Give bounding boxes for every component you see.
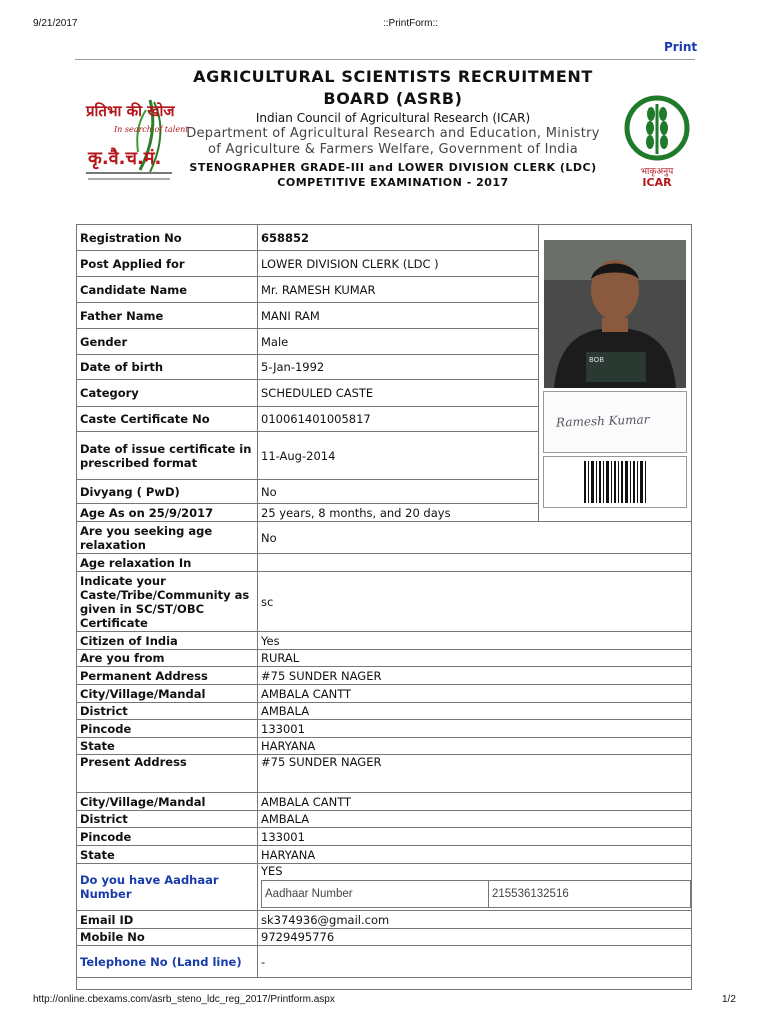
permanent-state-value: HARYANA <box>258 738 692 755</box>
barcode <box>543 456 687 508</box>
table-row <box>77 911 692 929</box>
footer-url: http://online.cbexams.com/asrb_steno_ldc_reg_2017/Printform.aspx <box>33 994 335 1005</box>
age-relaxation-value: No <box>258 522 692 554</box>
registration-no-value: 658852 <box>258 225 539 251</box>
continuation-row <box>77 978 692 990</box>
svg-text:कृ.वै.च.मं.: कृ.वै.च.मं. <box>88 148 162 169</box>
citizen-value: Yes <box>258 632 692 650</box>
table-row <box>77 828 692 846</box>
print-link[interactable]: Print <box>664 40 698 54</box>
signature-text: Ramesh Kumar <box>555 411 650 430</box>
present-city-label: City/Village/Mandal <box>77 793 258 811</box>
present-district-value: AMBALA <box>258 811 692 828</box>
email-label: Email ID <box>77 911 258 929</box>
present-address-label: Present Address <box>77 755 258 793</box>
caste-cert-value: 010061401005817 <box>258 407 539 432</box>
age-relaxation-label: Are you seeking age relaxation <box>77 522 258 554</box>
area-label: Are you from <box>77 650 258 667</box>
candidate-photo <box>544 240 686 388</box>
father-name-value: MANI RAM <box>258 303 539 329</box>
permanent-address-value: #75 SUNDER NAGER <box>258 667 692 685</box>
table-row <box>77 632 692 650</box>
aadhaar-label: Do you have Aadhaar Number <box>77 864 258 911</box>
present-state-label: State <box>77 846 258 864</box>
media-column <box>539 225 692 522</box>
table-row <box>77 225 692 251</box>
table-row <box>77 572 692 632</box>
svg-text:भाकृअनुप: भाकृअनुप <box>640 167 674 177</box>
permanent-pincode-value: 133001 <box>258 720 692 738</box>
category-value: SCHEDULED CASTE <box>258 380 539 407</box>
present-pincode-value: 133001 <box>258 828 692 846</box>
table-row <box>77 946 692 978</box>
asrb-logo <box>80 92 189 188</box>
community-label: Indicate your Caste/Tribe/Community as given in SC/ST/OBC Certificate <box>77 572 258 632</box>
icar-line: Indian Council of Agricultural Research (ICAR) <box>255 111 531 125</box>
permanent-district-label: District <box>77 703 258 720</box>
aadhaar-cell <box>258 864 692 911</box>
table-row <box>77 846 692 864</box>
table-row <box>77 811 692 828</box>
permanent-pincode-label: Pincode <box>77 720 258 738</box>
table-row <box>77 978 692 990</box>
table-row <box>262 881 691 908</box>
post-label: Post Applied for <box>77 251 258 277</box>
icar-logo <box>620 90 694 190</box>
post-value: LOWER DIVISION CLERK (LDC ) <box>258 251 539 277</box>
age-label: Age As on 25/9/2017 <box>77 504 258 522</box>
father-name-label: Father Name <box>77 303 258 329</box>
table-row <box>77 685 692 703</box>
aadhaar-number-value: 215536132516 <box>489 881 691 908</box>
print-date: 9/21/2017 <box>33 18 78 29</box>
citizen-label: Citizen of India <box>77 632 258 650</box>
present-address-value: #75 SUNDER NAGER <box>258 755 692 793</box>
community-value: sc <box>258 572 692 632</box>
table-row <box>77 667 692 685</box>
permanent-city-label: City/Village/Mandal <box>77 685 258 703</box>
footer-page-number: 1/2 <box>722 994 736 1005</box>
table-row <box>77 650 692 667</box>
age-relaxation-in-value <box>258 554 692 572</box>
mobile-value: 9729495776 <box>258 929 692 946</box>
board-title: AGRICULTURAL SCIENTISTS RECRUITMENT BOARD (ASRB) <box>193 67 593 108</box>
svg-text:In search of talent: In search of talent <box>114 125 189 134</box>
application-form-table <box>76 224 692 990</box>
mobile-label: Mobile No <box>77 929 258 946</box>
table-row <box>77 929 692 946</box>
age-relaxation-in-label: Age relaxation In <box>77 554 258 572</box>
category-label: Category <box>77 380 258 407</box>
gender-value: Male <box>258 329 539 355</box>
registration-no-label: Registration No <box>77 225 258 251</box>
divyang-value: No <box>258 480 539 504</box>
header-block <box>178 64 608 190</box>
header-divider <box>75 59 695 60</box>
aadhaar-inner-table <box>261 880 691 908</box>
dob-label: Date of birth <box>77 355 258 380</box>
department-line: Department of Agricultural Research and Education, Ministry of Agriculture & Farmers Welfare, Government of India <box>186 126 600 157</box>
aadhaar-answer: YES <box>261 864 283 878</box>
table-row <box>77 864 692 911</box>
area-value: RURAL <box>258 650 692 667</box>
svg-text:BOB: BOB <box>589 355 604 364</box>
svg-text:प्रतिभा की खोज: प्रतिभा की खोज <box>86 102 175 120</box>
gender-label: Gender <box>77 329 258 355</box>
table-row <box>77 793 692 811</box>
age-value: 25 years, 8 months, and 20 days <box>258 504 539 522</box>
print-page-title: ::PrintForm:: <box>383 18 439 29</box>
dob-value: 5-Jan-1992 <box>258 355 539 380</box>
email-value: sk374936@gmail.com <box>258 911 692 929</box>
table-row <box>77 755 692 793</box>
permanent-address-label: Permanent Address <box>77 667 258 685</box>
issue-date-label: Date of issue certificate in prescribed format <box>77 432 258 480</box>
telephone-label: Telephone No (Land line) <box>77 946 258 978</box>
aadhaar-inner-label: Aadhaar Number <box>262 881 489 908</box>
permanent-city-value: AMBALA CANTT <box>258 685 692 703</box>
table-row <box>77 738 692 755</box>
table-row <box>77 554 692 572</box>
exam-line-1: STENOGRAPHER GRADE-III and LOWER DIVISION CLERK (LDC) <box>189 161 597 174</box>
candidate-name-value: Mr. RAMESH KUMAR <box>258 277 539 303</box>
issue-date-value: 11-Aug-2014 <box>258 432 539 480</box>
present-state-value: HARYANA <box>258 846 692 864</box>
svg-text:ICAR: ICAR <box>642 176 672 189</box>
caste-cert-label: Caste Certificate No <box>77 407 258 432</box>
candidate-signature <box>543 391 687 453</box>
exam-line-2: COMPETITIVE EXAMINATION - 2017 <box>277 176 509 189</box>
table-row <box>77 720 692 738</box>
table-row <box>77 703 692 720</box>
candidate-name-label: Candidate Name <box>77 277 258 303</box>
table-row <box>77 522 692 554</box>
present-pincode-label: Pincode <box>77 828 258 846</box>
permanent-district-value: AMBALA <box>258 703 692 720</box>
present-city-value: AMBALA CANTT <box>258 793 692 811</box>
divyang-label: Divyang ( PwD) <box>77 480 258 504</box>
telephone-value: - <box>258 946 692 978</box>
permanent-state-label: State <box>77 738 258 755</box>
present-district-label: District <box>77 811 258 828</box>
